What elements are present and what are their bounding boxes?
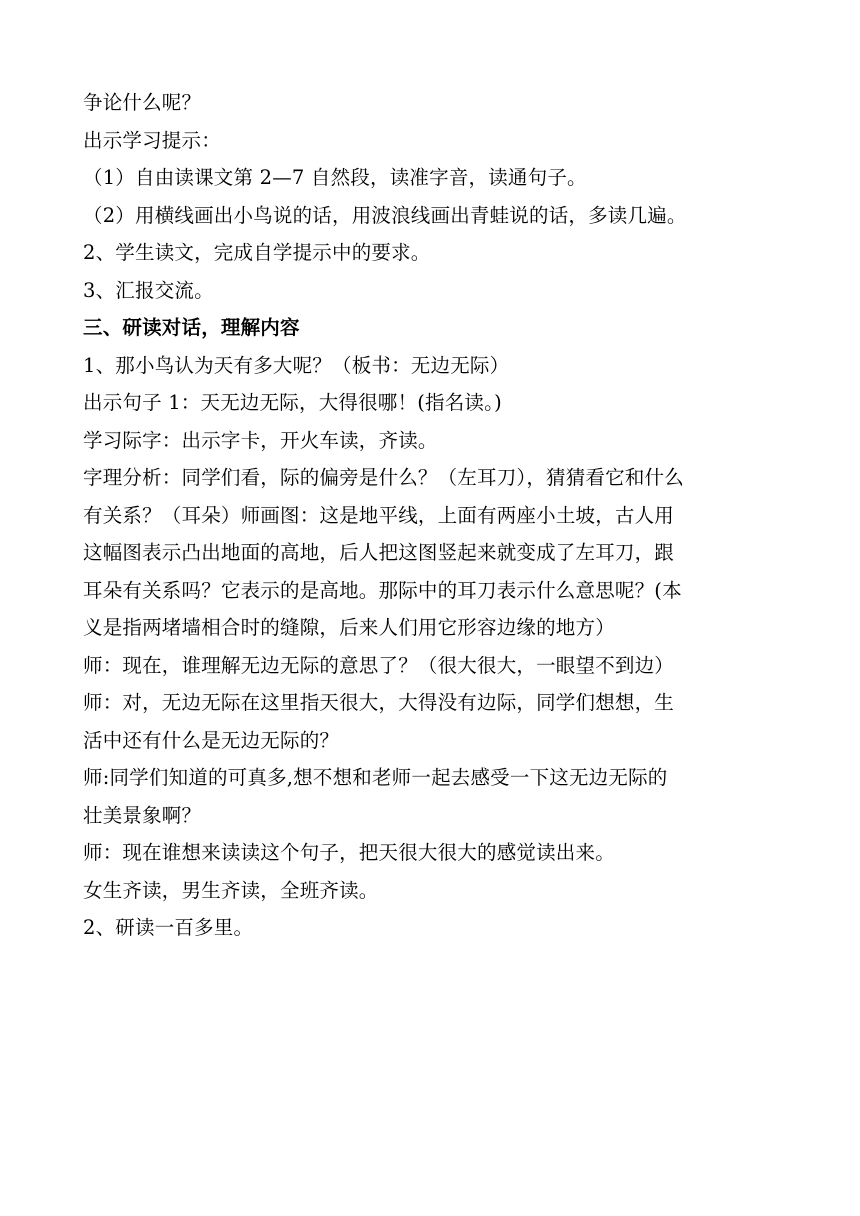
text-line: （2）用横线画出小鸟说的话，用波浪线画出青蛙说的话，多读几遍。 [83, 203, 687, 227]
text-line: （1）自由读课文第 2—7 自然段，读准字音，读通句子。 [83, 166, 587, 189]
text-line: 师：现在，谁理解无边无际的意思了？（很大很大，一眼望不到边） [83, 653, 675, 677]
text-line: 出示句子 1：天无边无际，大得很哪！(指名读。) [83, 391, 502, 414]
text-line: 有关系？（耳朵）师画图：这是地平线，上面有两座小土坡，古人用 [83, 503, 675, 527]
document-body [83, 84, 783, 947]
text-line: 1、那小鸟认为天有多大呢？（板书：无边无际） [83, 353, 510, 377]
text-line: 女生齐读，男生齐读，全班齐读。 [83, 878, 379, 902]
text-line: 活中还有什么是无边无际的？ [83, 728, 340, 752]
text-line: 2、研读一百多里。 [83, 916, 254, 939]
text-line: 师：对，无边无际在这里指天很大，大得没有边际，同学们想想，生 [83, 691, 675, 714]
text-line: 这幅图表示凸出地面的高地，后人把这图竖起来就变成了左耳刀，跟 [83, 541, 675, 564]
section-heading: 三、研读对话，理解内容 [83, 316, 300, 339]
text-line: 3、汇报交流。 [83, 278, 214, 302]
text-line: 争论什么呢？ [83, 91, 202, 114]
text-line: 师：现在谁想来读读这个句子，把天很大很大的感觉读出来。 [83, 841, 615, 864]
text-line: 字理分析：同学们看，际的偏旁是什么？（左耳刀），猜猜看它和什么 [83, 466, 684, 489]
text-line: 师:同学们知道的可真多,想不想和老师一起去感受一下这无边无际的 [83, 766, 668, 789]
text-line: 学习际字：出示字卡，开火车读，齐读。 [83, 428, 438, 452]
text-line: 壮美景象啊？ [83, 803, 202, 827]
text-line: 出示学习提示： [83, 128, 221, 152]
text-line: 义是指两堵墙相合时的缝隙，后来人们用它形容边缘的地方） [83, 616, 615, 639]
text-line: 2、学生读文，完成自学提示中的要求。 [83, 241, 431, 264]
text-line: 耳朵有关系吗？它表示的是高地。那际中的耳刀表示什么意思呢？(本 [83, 578, 682, 602]
